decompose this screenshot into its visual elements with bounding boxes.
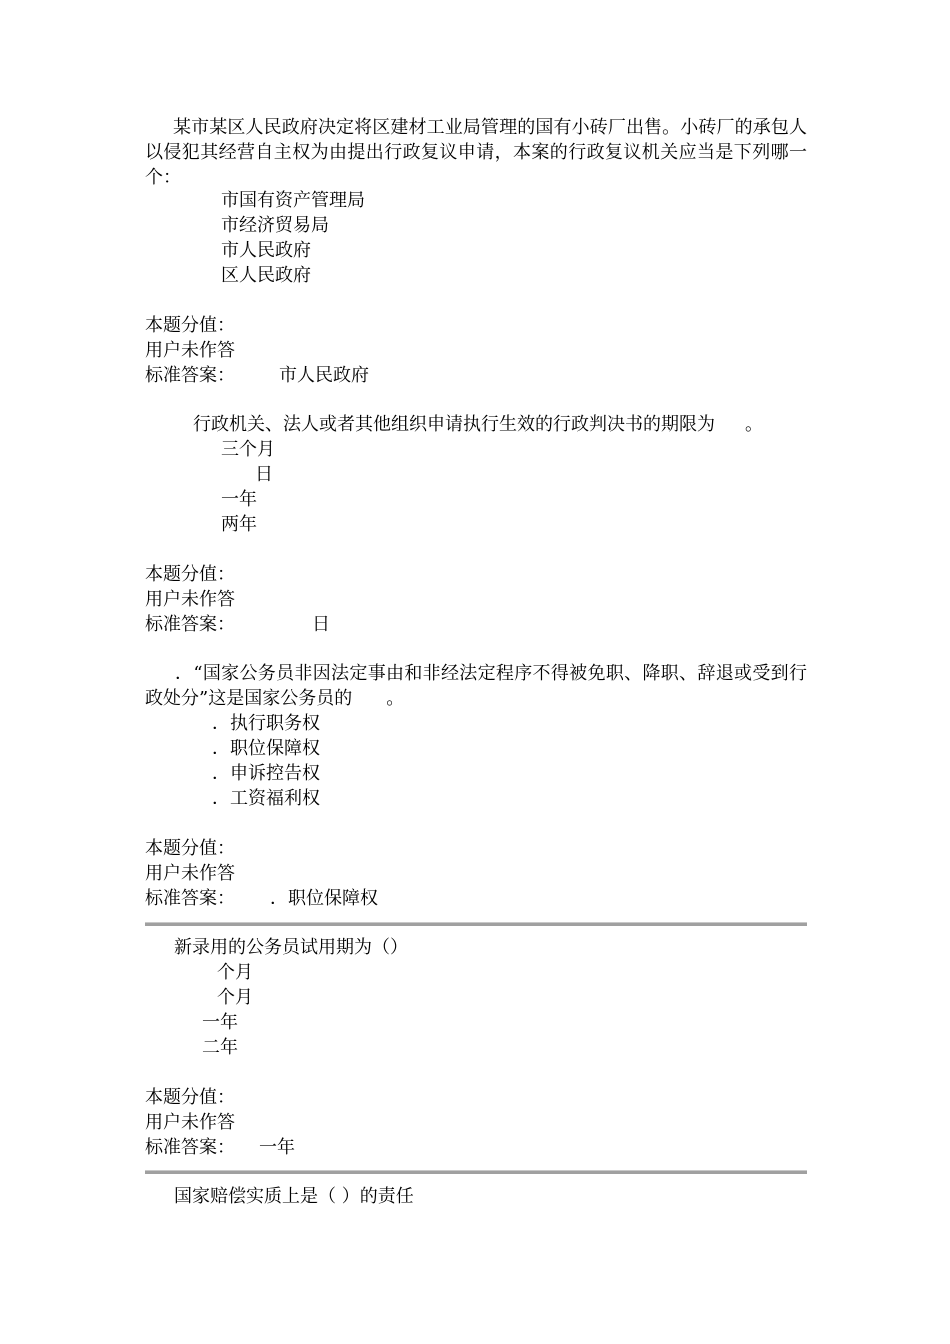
question-4-score-label: 本题分值： [145,1087,235,1108]
question-1-option-d: 区人民政府 [221,265,311,286]
question-2-answer: 日 [312,614,330,635]
question-4-option-a: 个月 [217,962,253,983]
question-4-stem: 新录用的公务员试用期为（） [174,937,408,958]
question-2-answer-label: 标准答案： [145,614,235,635]
question-3-option-a: ．执行职务权 [212,713,320,734]
question-3-user-status: 用户未作答 [145,863,235,884]
question-2-stem [193,412,763,437]
question-divider [145,1170,807,1174]
question-2-option-d: 两年 [221,514,257,535]
question-3-option-c: ．申诉控告权 [212,763,320,784]
question-1-user-status: 用户未作答 [145,340,235,361]
question-3-answer-label: 标准答案： [145,888,235,909]
question-4-answer: 一年 [259,1137,295,1158]
question-2-option-a: 三个月 [221,439,275,460]
question-2-option-b: 日 [255,464,273,485]
question-2-stem-end: 。 [745,414,763,435]
question-3-stem-end: 。 [386,688,405,709]
question-4-option-c: 一年 [202,1012,238,1033]
question-3-stem [145,661,807,711]
question-3-answer: ．职位保障权 [270,888,378,909]
question-4-option-d: 二年 [202,1037,238,1058]
question-4-user-status: 用户未作答 [145,1112,235,1133]
question-1-score-label: 本题分值： [145,315,235,336]
question-1-option-a: 市国有资产管理局 [221,190,365,211]
question-2-user-status: 用户未作答 [145,589,235,610]
question-1-stem: 某市某区人民政府决定将区建材工业局管理的国有小砖厂出售。小砖厂的承包人以侵犯其经营自主权为由提出行政复议申请，本案的行政复议机关应当是下列哪一个： [145,117,807,188]
question-3-option-b: ．职位保障权 [212,738,320,759]
question-4-option-b: 个月 [217,987,253,1008]
question-1-option-c: 市人民政府 [221,240,311,261]
question-4-answer-label: 标准答案： [145,1137,235,1158]
question-2-option-c: 一年 [221,489,257,510]
question-2-score-label: 本题分值： [145,564,235,585]
question-1-answer: 市人民政府 [279,365,369,386]
question-5-stem: 国家赔偿实质上是（ ）的责任 [174,1186,414,1207]
question-2-stem-text: 行政机关、法人或者其他组织申请执行生效的行政判决书的期限为 [193,414,715,435]
question-divider [145,922,807,926]
question-3-score-label: 本题分值： [145,838,235,859]
question-3-option-d: ．工资福利权 [212,788,320,809]
question-1-option-b: 市经济贸易局 [221,215,329,236]
question-3-stem-text: ．“国家公务员非因法定事由和非经法定程序不得被免职、降职、辞退或受到行政处分”这是国家公务员的 [145,663,807,709]
question-1-answer-label: 标准答案： [145,365,235,386]
